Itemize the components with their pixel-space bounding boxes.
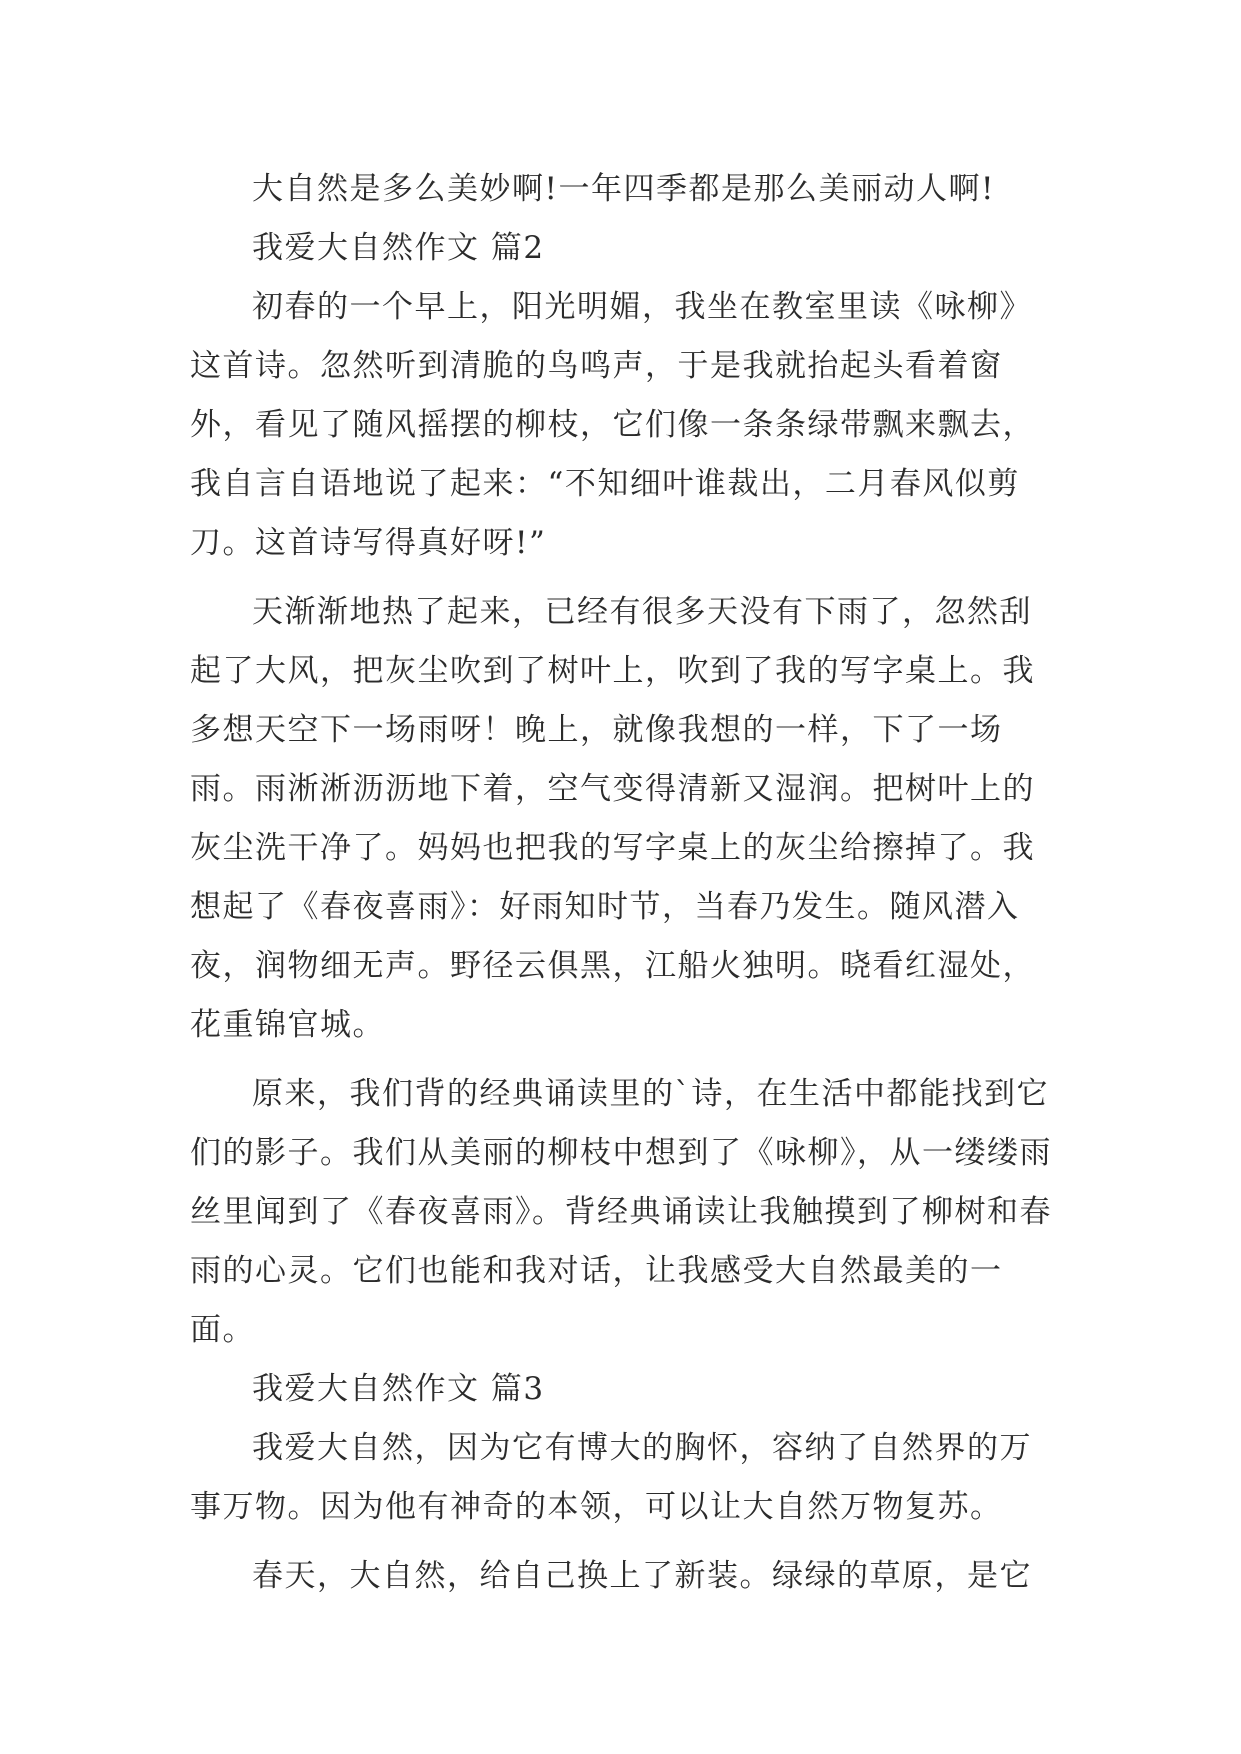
document-body [190, 160, 1060, 1606]
paragraph-2-2: 天渐渐地热了起来，已经有很多天没有下雨了，忽然刮起了大风，把灰尘吹到了树叶上，吹到了我的写字桌上。我多想天空下一场雨呀！晚上，就像我想的一样，下了一场雨。雨淅淅沥沥地下着，空气变得清新又湿润。把树叶上的灰尘洗干净了。妈妈也把我的写字桌上的灰尘给擦掉了。我想起了《春夜喜雨》：好雨知时节，当春乃发生。随风潜入夜，润物细无声。野径云俱黑，江船火独明。晓看红湿处，花重锦官城。 [190, 594, 1035, 1043]
paragraph-closing-1: 大自然是多么美妙啊!一年四季都是那么美丽动人啊! [252, 171, 995, 207]
section-heading-3: 我爱大自然作文 篇3 [252, 1371, 545, 1407]
section-heading-2: 我爱大自然作文 篇2 [252, 230, 545, 266]
paragraph-2-1: 初春的一个早上，阳光明媚，我坐在教室里读《咏柳》这首诗。忽然听到清脆的鸟鸣声，于是我就抬起头看着窗外，看见了随风摇摆的柳枝，它们像一条条绿带飘来飘去，我自言自语地说了起来：“不知细叶谁裁出，二月春风似剪刀。这首诗写得真好呀!” [190, 289, 1035, 561]
paragraph-3-1: 我爱大自然，因为它有博大的胸怀，容纳了自然界的万事万物。因为他有神奇的本领，可以让大自然万物复苏。 [190, 1430, 1032, 1525]
paragraph-2-3: 原来，我们背的经典诵读里的`诗，在生活中都能找到它们的影子。我们从美丽的柳枝中想到了《咏柳》，从一缕缕雨丝里闻到了《春夜喜雨》。背经典诵读让我触摸到了柳树和春雨的心灵。它们也能和我对话，让我感受大自然最美的一面。 [190, 1076, 1052, 1348]
paragraph-3-2: 春天，大自然，给自己换上了新装。绿绿的草原，是它 [252, 1558, 1032, 1594]
